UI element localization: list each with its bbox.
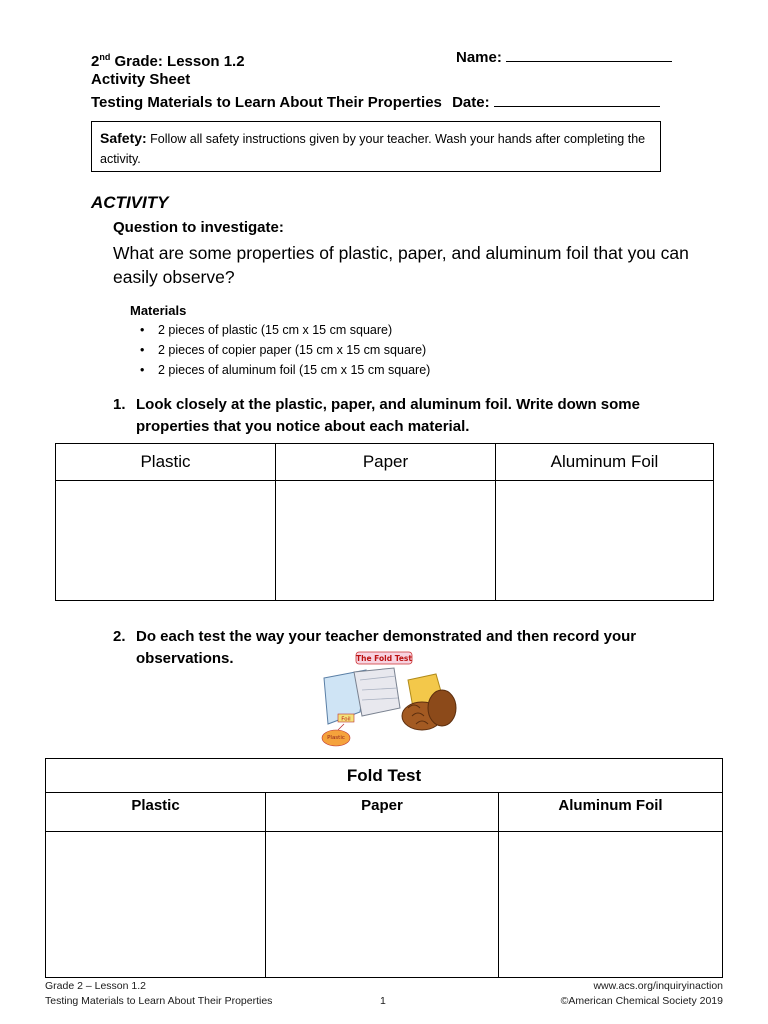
lesson-heading: 2nd Grade: Lesson 1.2 [91, 52, 245, 70]
materials-label: Materials [130, 303, 187, 318]
page-number: 1 [380, 995, 386, 1007]
date-label: Date: [452, 94, 490, 111]
fold-test-illustration [316, 650, 464, 750]
footer-lesson: Grade 2 – Lesson 1.2 [45, 980, 146, 992]
name-blank[interactable] [506, 47, 672, 62]
list-item: • 2 pieces of plastic (15 cm x 15 cm square) [140, 320, 430, 340]
answer-cell[interactable] [496, 481, 714, 601]
illustration-title: The Fold Test [356, 654, 412, 663]
name-field[interactable] [456, 47, 672, 68]
properties-table [55, 443, 714, 601]
column-header: Plastic [56, 444, 276, 481]
answer-cell[interactable] [46, 832, 266, 978]
step-number: 1. [113, 396, 126, 413]
name-label: Name: [456, 49, 502, 66]
table-title: Fold Test [46, 759, 723, 793]
materials-list [140, 320, 430, 380]
answer-cell[interactable] [276, 481, 496, 601]
question-label: Question to investigate: [113, 219, 284, 236]
sheet-title: Testing Materials to Learn About Their Properties [91, 94, 442, 111]
column-header: Plastic [46, 793, 266, 832]
fold-test-table [45, 758, 723, 978]
answer-cell[interactable] [499, 832, 723, 978]
step-1 [113, 394, 673, 438]
step-text: Do each test the way your teacher demonstrated and then record your observations. [136, 628, 637, 667]
sheet-title-row [91, 92, 660, 113]
footer-title: Testing Materials to Learn About Their Properties [45, 995, 273, 1007]
footer-copyright: ©American Chemical Society 2019 [560, 995, 723, 1007]
column-header: Paper [276, 444, 496, 481]
question-text: What are some properties of plastic, paper, and aluminum foil that you can easily observe? [113, 243, 689, 287]
column-header: Aluminum Foil [499, 793, 723, 832]
list-item: • 2 pieces of aluminum foil (15 cm x 15 cm square) [140, 360, 430, 380]
column-header: Paper [266, 793, 499, 832]
column-header: Aluminum Foil [496, 444, 714, 481]
list-item: • 2 pieces of copier paper (15 cm x 15 cm square) [140, 340, 430, 360]
footer-url[interactable]: www.acs.org/inquiryinaction [593, 980, 723, 992]
illustration-plastic-label: Plastic [327, 735, 345, 741]
activity-heading: ACTIVITY [91, 193, 169, 212]
safety-box [91, 121, 661, 172]
answer-cell[interactable] [266, 832, 499, 978]
activity-sheet-label: Activity Sheet [91, 71, 191, 88]
footer-right [561, 979, 723, 1009]
step-number: 2. [113, 628, 126, 645]
step-text: Look closely at the plastic, paper, and aluminum foil. Write down some properties that you notice about each material. [136, 396, 640, 435]
safety-label: Safety: [100, 130, 147, 146]
answer-cell[interactable] [56, 481, 276, 601]
illustration-foil-label: Foil [341, 716, 351, 723]
footer-left [45, 979, 272, 1009]
date-blank[interactable] [494, 92, 660, 107]
safety-text: Follow all safety instructions given by your teacher. Wash your hands after completing the activity. [100, 132, 646, 166]
